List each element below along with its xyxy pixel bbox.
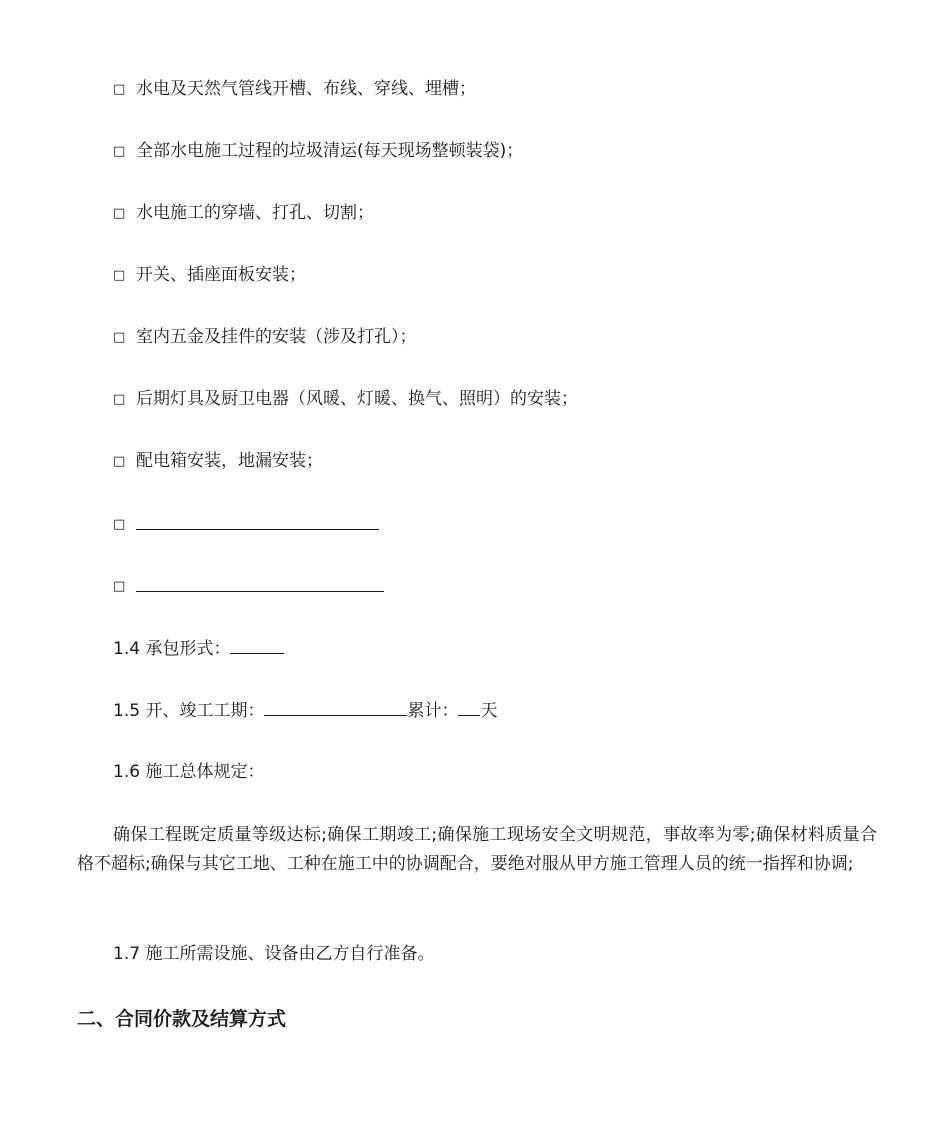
checklist-item-text: 开关、插座面板安装； xyxy=(136,265,306,285)
checklist-item-text: 水电及天然气管线开槽、布线、穿线、埋槽； xyxy=(136,79,476,99)
general-rules-label: 1.6 施工总体规定： xyxy=(113,762,265,782)
section-heading: 二、合同价款及结算方式 xyxy=(77,1008,287,1030)
checklist-item-blank[interactable] xyxy=(136,574,384,599)
total-days-blank[interactable] xyxy=(458,698,480,716)
contract-form-line xyxy=(113,636,284,661)
checkbox[interactable]: □ xyxy=(113,144,126,159)
contract-form-blank[interactable] xyxy=(230,636,284,654)
checklist-item-text: 室内五金及挂件的安装（涉及打孔）； xyxy=(136,327,417,347)
checkbox[interactable]: □ xyxy=(113,330,126,345)
checkbox[interactable]: □ xyxy=(113,579,126,594)
schedule-label: 1.5 开、竣工工期： xyxy=(113,701,265,721)
checkbox[interactable]: □ xyxy=(113,454,126,469)
contract-form-label: 1.4 承包形式： xyxy=(113,639,231,659)
fill-in-blank[interactable] xyxy=(136,574,384,592)
checkbox[interactable]: □ xyxy=(113,517,126,532)
total-days-label: 累计： xyxy=(407,701,459,721)
checkbox[interactable]: □ xyxy=(113,82,126,97)
checkbox[interactable]: □ xyxy=(113,206,126,221)
schedule-line xyxy=(113,698,497,723)
days-unit: 天 xyxy=(480,701,498,721)
checklist-item-text: 水电施工的穿墙、打孔、切割； xyxy=(136,203,374,223)
checklist-item-text: 全部水电施工过程的垃圾清运(每天现场整顿装袋)； xyxy=(136,141,524,161)
general-rules-body: 确保工程既定质量等级达标;确保工期竣工;确保施工现场安全文明规范，事故率为零;确保材料质量合格不超标;确保与其它工地、工种在施工中的协调配合，要绝对服从甲方施工管理人员的统一指挥和协调; xyxy=(77,825,877,874)
checkbox[interactable]: □ xyxy=(113,392,126,407)
checklist-item-blank[interactable] xyxy=(136,512,379,537)
checkbox[interactable]: □ xyxy=(113,268,126,283)
schedule-dates-blank[interactable] xyxy=(264,698,407,716)
fill-in-blank[interactable] xyxy=(136,512,379,530)
equipment-clause: 1.7 施工所需设施、设备由乙方自行准备。 xyxy=(113,944,435,964)
checklist-item-text: 后期灯具及厨卫电器（风暖、灯暖、换气、照明）的安装； xyxy=(136,389,578,409)
checklist-item-text: 配电箱安装，地漏安装； xyxy=(136,451,323,471)
